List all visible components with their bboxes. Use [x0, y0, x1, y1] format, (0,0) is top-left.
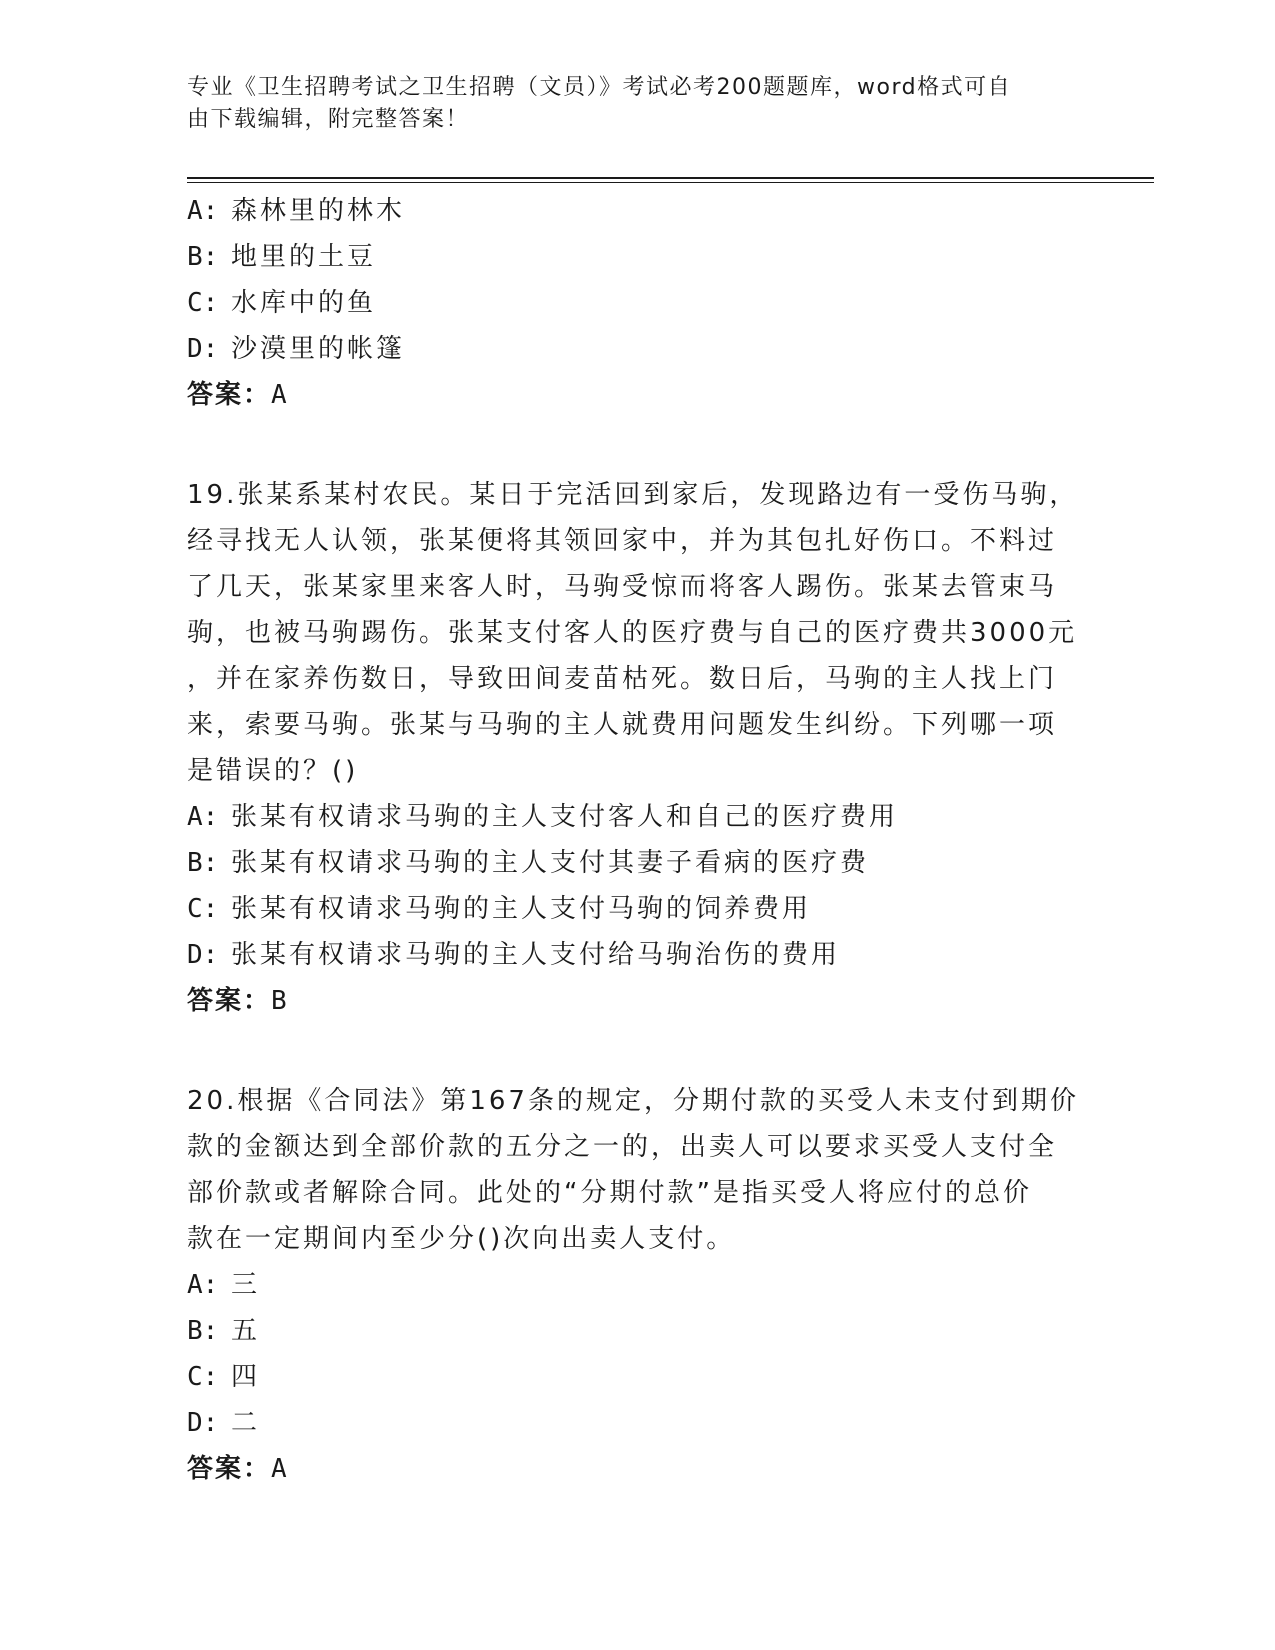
option-text: 张某有权请求马驹的主人支付其妻子看病的医疗费: [231, 848, 870, 878]
option-text: 张某有权请求马驹的主人支付客人和自己的医疗费用: [231, 802, 899, 832]
option-b: [187, 1308, 1087, 1354]
answer-line: [187, 372, 1087, 418]
option-text: 张某有权请求马驹的主人支付给马驹治伤的费用: [231, 940, 841, 970]
spacer: [187, 418, 1087, 472]
option-letter: C:: [187, 288, 219, 318]
option-text: 三: [231, 1270, 261, 1300]
option-letter: B:: [187, 1316, 219, 1346]
option-text: 水库中的鱼: [231, 288, 377, 318]
answer-value: A: [271, 1454, 287, 1484]
option-text: 沙漠里的帐篷: [231, 334, 406, 364]
option-a: [187, 1262, 1087, 1308]
option-letter: D:: [187, 940, 219, 970]
document-header: [187, 72, 1067, 136]
question-text-line: 了几天，张某家里来客人时，马驹受惊而将客人踢伤。张某去管束马: [187, 572, 1058, 602]
question-text-line: 款的金额达到全部价款的五分之一的，出卖人可以要求买受人支付全: [187, 1132, 1058, 1162]
option-text: 四: [231, 1362, 261, 1392]
answer-value: B: [271, 986, 287, 1016]
answer-value: A: [271, 380, 287, 410]
question-text-line: ，并在家养伤数日，导致田间麦苗枯死。数日后，马驹的主人找上门: [187, 664, 1058, 694]
option-d: [187, 1400, 1087, 1446]
spacer: [187, 1024, 1087, 1078]
option-c: [187, 1354, 1087, 1400]
answer-line: [187, 978, 1087, 1024]
option-d: [187, 326, 1087, 372]
question-18: [187, 188, 1087, 418]
option-text: 地里的土豆: [231, 242, 377, 272]
answer-label: 答案：: [187, 380, 272, 410]
question-text-line: 20.根据《合同法》第167条的规定，分期付款的买受人未支付到期价: [187, 1086, 1079, 1116]
question-text-line: 部价款或者解除合同。此处的“分期付款”是指买受人将应付的总价: [187, 1178, 1032, 1208]
option-a: [187, 794, 1087, 840]
option-d: [187, 932, 1087, 978]
question-text-line: 来，索要马驹。张某与马驹的主人就费用问题发生纠纷。下列哪一项: [187, 710, 1058, 740]
question-content: [187, 188, 1087, 1492]
option-letter: B:: [187, 848, 219, 878]
option-letter: D:: [187, 334, 219, 364]
option-b: [187, 234, 1087, 280]
option-a: [187, 188, 1087, 234]
option-c: [187, 280, 1087, 326]
question-20: [187, 1078, 1087, 1492]
question-text-line: 经寻找无人认领，张某便将其领回家中，并为其包扎好伤口。不料过: [187, 526, 1058, 556]
question-text-line: 款在一定期间内至少分()次向出卖人支付。: [187, 1224, 736, 1254]
option-letter: C:: [187, 894, 219, 924]
question-text-line: 驹，也被马驹踢伤。张某支付客人的医疗费与自己的医疗费共3000元: [187, 618, 1078, 648]
option-letter: B:: [187, 242, 219, 272]
answer-label: 答案：: [187, 1454, 272, 1484]
header-divider-thin: [187, 182, 1154, 183]
option-text: 森林里的林木: [231, 196, 406, 226]
header-divider-thick: [187, 177, 1154, 179]
option-letter: A:: [187, 196, 219, 226]
option-text: 二: [231, 1408, 261, 1438]
option-letter: D:: [187, 1408, 219, 1438]
question-text-line: 19.张某系某村农民。某日于完活回到家后，发现路边有一受伤马驹，: [187, 480, 1079, 510]
option-letter: A:: [187, 802, 219, 832]
answer-label: 答案：: [187, 986, 272, 1016]
header-title-line-1: 专业《卫生招聘考试之卫生招聘（文员）》考试必考200题题库，word格式可自: [187, 75, 1012, 100]
option-b: [187, 840, 1087, 886]
option-c: [187, 886, 1087, 932]
answer-line: [187, 1446, 1087, 1492]
question-text-line: 是错误的？(): [187, 756, 359, 786]
option-letter: C:: [187, 1362, 219, 1392]
option-text: 五: [231, 1316, 261, 1346]
question-19: [187, 472, 1087, 1024]
header-title-line-2: 由下载编辑，附完整答案！: [187, 107, 470, 132]
option-text: 张某有权请求马驹的主人支付马驹的饲养费用: [231, 894, 812, 924]
option-letter: A:: [187, 1270, 219, 1300]
